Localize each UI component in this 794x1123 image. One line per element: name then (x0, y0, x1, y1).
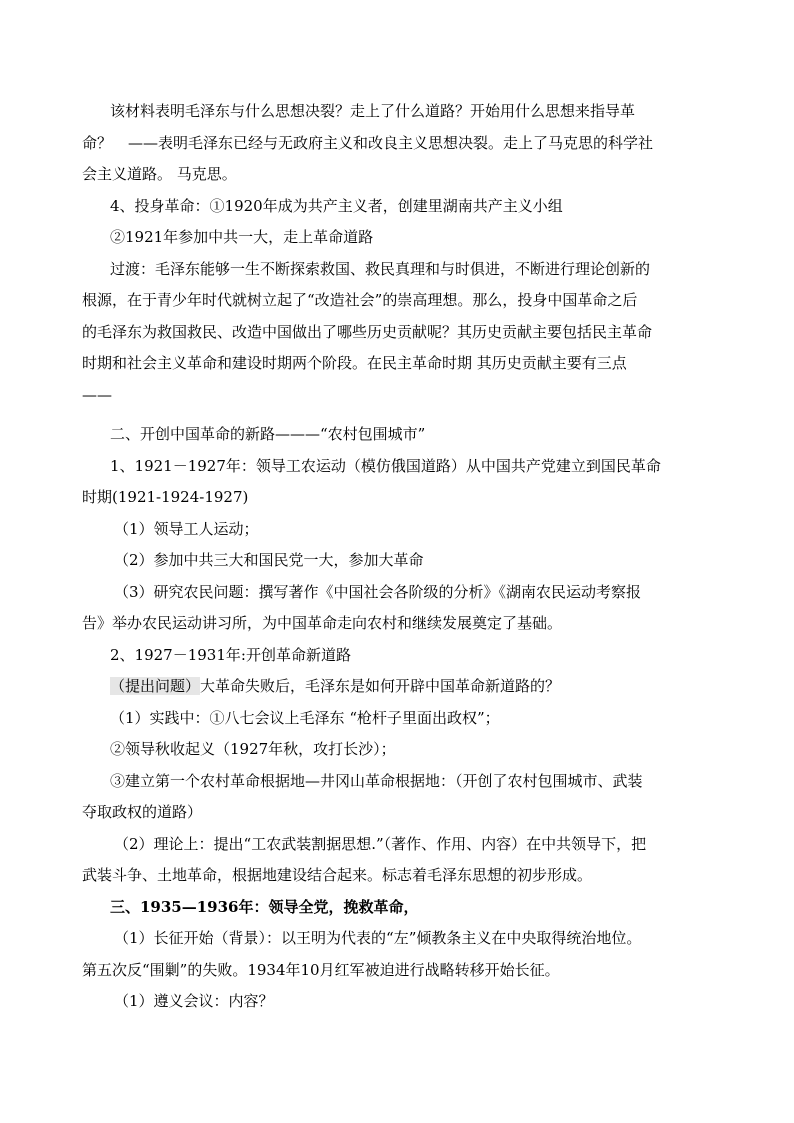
text-fragment: 命？ (82, 133, 113, 152)
text-line: 2、1927－1931年:开创革命新道路 (110, 645, 351, 664)
text-line: 时期(1921-1924-1927) (82, 488, 249, 506)
text-line: 根源，在于青少年时代就树立起了“改造社会”的崇高理想。那么，投身中国革命之后 (82, 291, 638, 309)
highlight-question: （提出问题） (110, 677, 201, 695)
text-line: （3）研究农民问题：撰写著作《中国社会各阶级的分析》《湖南农民运动考察报 (114, 582, 642, 601)
text-line: —— (82, 385, 112, 404)
text-line: （1）长征开始（背景）：以王明为代表的“左”倾教条主义在中央取得统治地位。 (114, 929, 642, 947)
text-line: 时期和社会主义革命和建设时期两个阶段。在民主革命时期 其历史贡献主要有三点 (82, 354, 627, 372)
text-line: 武装斗争、土地革命，根据地建设结合起来。标志着毛泽东思想的初步形成。 (82, 866, 593, 884)
text-line: 该材料表明毛泽东与什么思想决裂？走上了什么道路？开始用什么思想来指导革 (110, 102, 636, 120)
text-line: （2）理论上：提出“工农武装割据思想.”（著作、作用、内容）在中共领导下，把 (114, 834, 647, 853)
text-line: 1、1921－1927年：领导工农运动（模仿俄国道路）从中国共产党建立到国民革命 (110, 456, 661, 475)
text-line (82, 128, 702, 160)
text-line: 会主义道路。 马克思。 (82, 165, 237, 183)
text-line: ③建立第一个农村革命根据地—井冈山革命根据地：（开创了农村包围城市、武装 (110, 771, 643, 790)
text-line: （2）参加中共三大和国民党一大，参加大革命 (114, 551, 424, 569)
section-heading: 三、1935—1936年：领导全党，挽救革命， (110, 897, 419, 916)
text-fragment: 大革命失败后，毛泽东是如何开辟中国革命新道路的？ (200, 677, 561, 695)
text-line: （1）领导工人运动； (114, 519, 259, 538)
text-line: （1）实践中：①八七会议上毛泽东 “枪杆子里面出政权”； (110, 708, 500, 727)
text-line: 第五次反“围剿”的失败。1934年10月红军被迫进行战略转移开始长征。 (82, 960, 560, 979)
text-line: 4、投身革命：①1920年成为共产主义者，创建里湖南共产主义小组 (110, 196, 563, 215)
text-fragment: ——表明毛泽东已经与无政府主义和改良主义思想决裂。走上了马克思的科学社 (128, 133, 654, 152)
text-line: 过渡：毛泽东能够一生不断探索救国、救民真理和与时俱进，不断进行理论创新的 (110, 259, 651, 278)
text-line: ②领导秋收起义（1927年秋，攻打长沙）； (110, 740, 396, 758)
text-line: 的毛泽东为救国救民、改造中国做出了哪些历史贡献呢？其历史贡献主要包括民主革命 (82, 322, 653, 341)
section-heading: 二、开创中国革命的新路———“农村包围城市” (110, 425, 426, 443)
text-line: （1）遵义会议：内容？ (114, 992, 274, 1010)
text-line: ②1921年参加中共一大，走上革命道路 (110, 228, 374, 246)
text-line: 告》举办农民运动讲习所，为中国革命走向农村和继续发展奠定了基础。 (82, 614, 563, 632)
text-line: 夺取政权的道路） (82, 803, 203, 821)
text-line (110, 671, 702, 703)
